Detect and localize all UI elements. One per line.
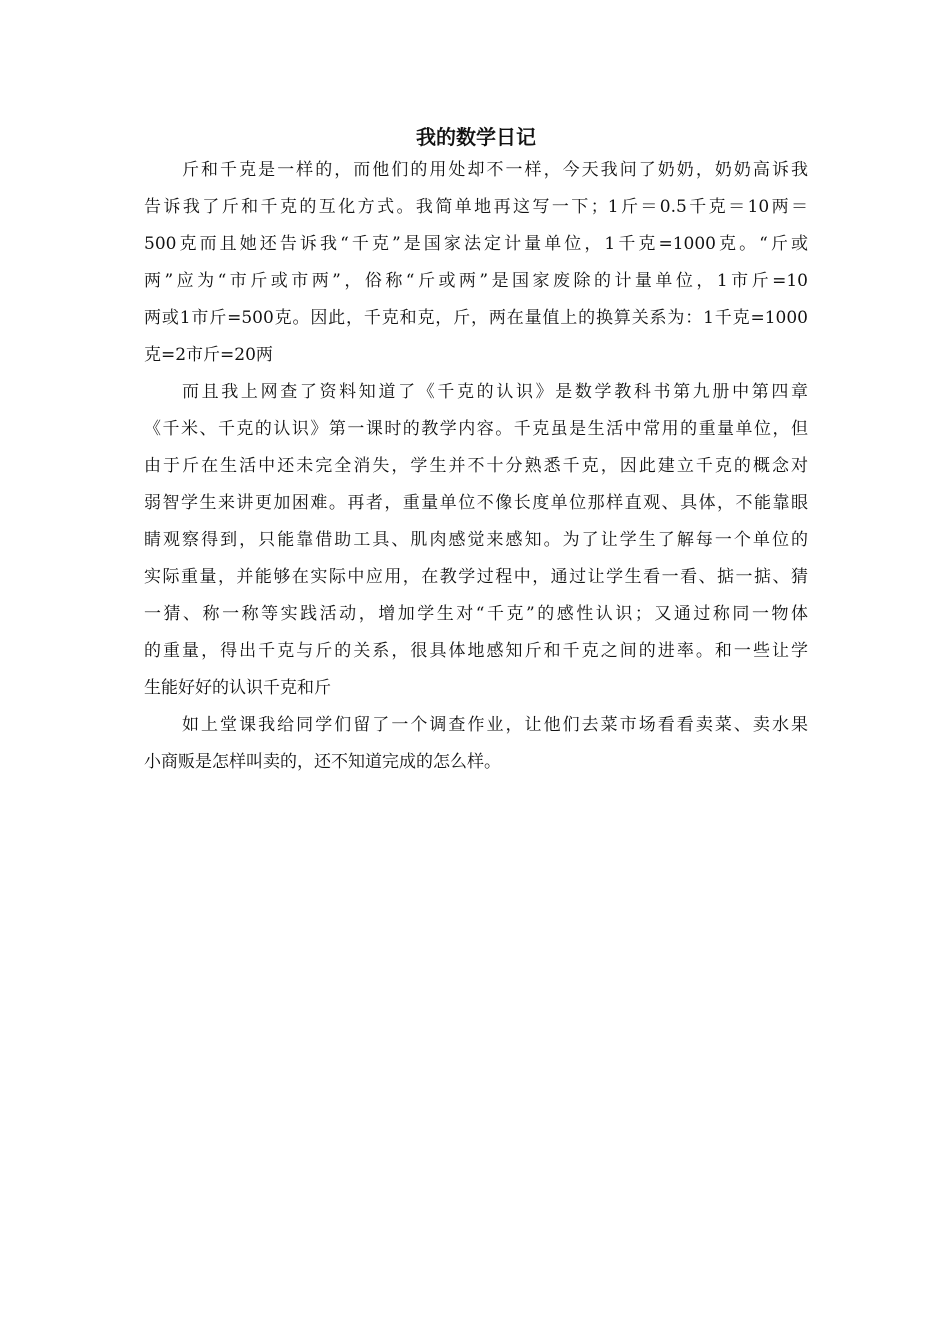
text-line: 生能好好的认识千克和斤 (144, 678, 331, 698)
paragraph-2 (144, 374, 808, 707)
paragraph-1 (144, 152, 808, 374)
page-title: 我的数学日记 (416, 125, 536, 149)
text-line: 告诉我了斤和千克的互化方式。我简单地再这写一下；1斤＝0.5千克＝10两＝ (144, 197, 808, 217)
text-line: 斤和千克是一样的，而他们的用处却不一样，今天我问了奶奶，奶奶高诉我 (182, 160, 808, 180)
document-body (144, 122, 808, 781)
text-line: 而且我上网查了资料知道了《千克的认识》是数学教科书第九册中第四章 (182, 382, 808, 402)
text-line: 弱智学生来讲更加困难。再者，重量单位不像长度单位那样直观、具体，不能靠眼 (144, 493, 808, 513)
text-line: 一猜、称一称等实践活动，增加学生对“千克”的感性认识；又通过称同一物体 (144, 604, 808, 624)
text-line: 睛观察得到，只能靠借助工具、肌肉感觉来感知。为了让学生了解每一个单位的 (144, 530, 808, 550)
text-line: 小商贩是怎样叫卖的，还不知道完成的怎么样。 (144, 752, 501, 772)
text-line: 克=2市斤=20两 (144, 345, 273, 365)
text-line: 两或1市斤=500克。因此，千克和克，斤，两在量值上的换算关系为：1千克=1000 (144, 308, 808, 328)
text-line: 两”应为“市斤或市两”，俗称“斤或两”是国家废除的计量单位，1市斤=10 (144, 271, 808, 291)
text-line: 的重量，得出千克与斤的关系，很具体地感知斤和千克之间的进率。和一些让学 (144, 641, 808, 661)
text-line: 如上堂课我给同学们留了一个调查作业，让他们去菜市场看看卖菜、卖水果 (182, 715, 808, 735)
text-line: 《千米、千克的认识》第一课时的教学内容。千克虽是生活中常用的重量单位，但 (144, 419, 808, 439)
text-line: 实际重量，并能够在实际中应用，在教学过程中，通过让学生看一看、掂一掂、猜 (144, 567, 808, 587)
text-line: 500克而且她还告诉我“千克”是国家法定计量单位，1千克=1000克。“斤或 (144, 234, 808, 254)
paragraph-3 (144, 707, 808, 781)
text-line: 由于斤在生活中还未完全消失，学生并不十分熟悉千克，因此建立千克的概念对 (144, 456, 808, 476)
